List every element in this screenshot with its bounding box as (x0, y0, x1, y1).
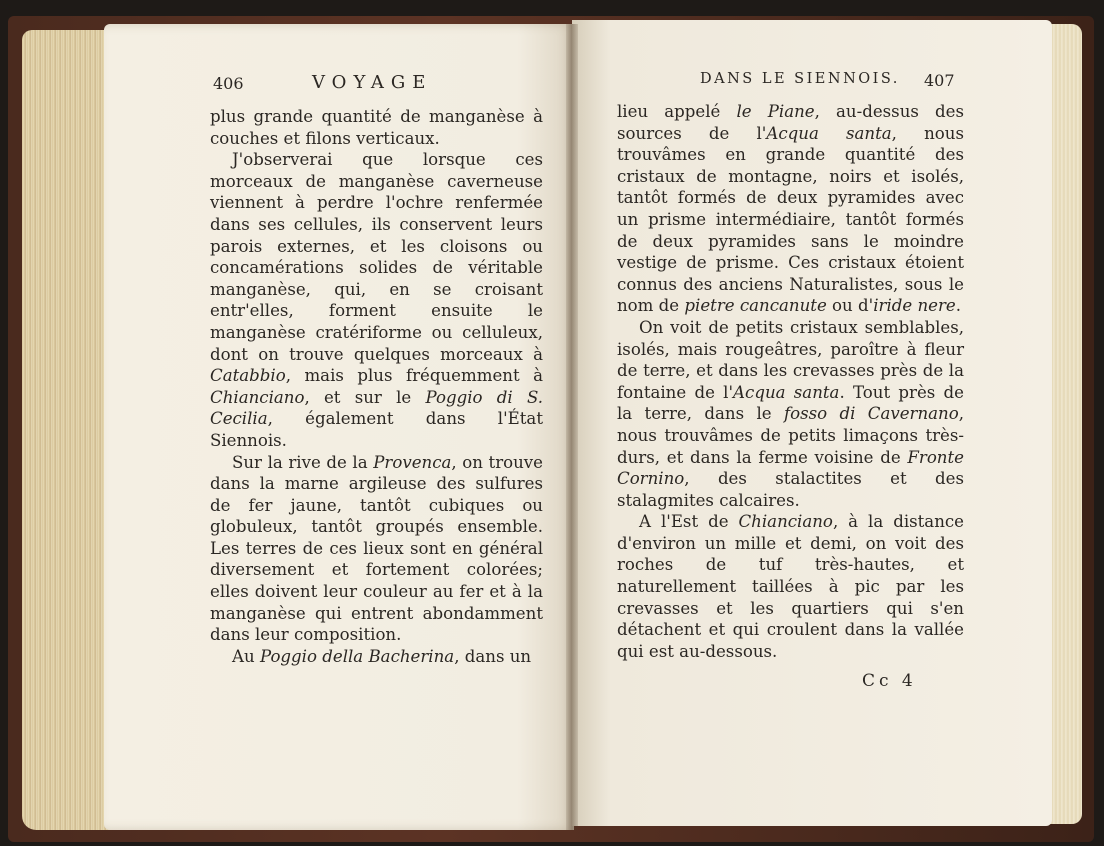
text-run: , à la distance d'environ un mille et demi, on voit des roches de tuf très-hautes, et naturellement taillées à pic par les crevasses et les quartiers qui s'en détachent et qui croulent dans la vallée qui est au-dessous. (617, 512, 964, 661)
italic-term: pietre cancanute (684, 296, 827, 316)
signature-mark: Cc 4 (862, 671, 917, 691)
text-run: , on trouve dans la marne argileuse des sulfures de fer jaune, tantôt cubiques ou globuleux, tantôt groupés ensemble. Les terres de ces lieux sont en général diversement et fortement colorées; elles doivent leur couleur au fer et à la manganèse qui entrent abondamment dans leur composition. (210, 452, 543, 645)
right-running-head: DANS LE SIENNOIS. (700, 71, 900, 87)
italic-place-name: le Piane (736, 102, 815, 121)
italic-place-name: Provenca (373, 452, 452, 472)
paragraph (617, 511, 964, 662)
left-page-body (210, 106, 543, 667)
text-run: Au (232, 646, 260, 666)
italic-place-name: Chianciano (210, 387, 305, 407)
text-run: lieu appelé (617, 102, 737, 121)
italic-term: iride nere (873, 296, 956, 316)
text-run: J'observerai que lorsque ces morceaux de manganèse caverneuse viennent à perdre l'ochre renfermée dans ses cellules, ils conservent leurs parois externes, et les cloisons ou concamérations solides de véritable manganèse, qui, en se croisant entr'elles, forment ensuite le manganèse cratériforme ou celluleux, dont on trouve quelques morceaux à (210, 150, 543, 364)
paragraph (210, 106, 543, 149)
text-run: , des stalactites et des stalagmites calcaires. (617, 469, 964, 510)
paragraph (617, 101, 964, 317)
right-page-number: 407 (924, 71, 955, 90)
italic-place-name: Catabbio (210, 366, 286, 386)
right-page-body (617, 101, 964, 662)
italic-place-name: fosso di Cavernano (783, 404, 959, 424)
text-run: , dans un (454, 646, 532, 666)
text-run: Sur la rive de la (232, 452, 374, 472)
italic-place-name: Fronte Cornino (617, 447, 964, 489)
text-run: On voit de petits cristaux semblables, isolés, mais rougeâtres, paroître à fleur de terre, et dans les crevasses près de la fontaine de l' (617, 317, 964, 402)
paragraph (210, 149, 543, 451)
left-running-head: VOYAGE (312, 72, 433, 93)
text-run: , nous trouvâmes de petits limaçons très-durs, et dans la ferme voisine de (617, 404, 964, 467)
page-edges-left (22, 30, 114, 830)
text-run: . (955, 296, 962, 316)
italic-place-name: Chianciano (738, 512, 833, 532)
paragraph (617, 317, 964, 511)
text-run: . Tout près de la terre, dans le (617, 382, 964, 424)
book-gutter (566, 24, 578, 830)
italic-place-name: Acqua santa (733, 382, 840, 402)
italic-place-name: Poggio di S. Cecilia (210, 387, 543, 429)
italic-place-name: Acqua santa (766, 123, 892, 143)
text-run: , et sur le (304, 387, 426, 407)
italic-place-name: Poggio della Bacherina (259, 646, 455, 666)
paragraph (210, 646, 543, 668)
text-run: plus grande quantité de manganèse à couches et filons verticaux. (210, 107, 543, 148)
left-page-number: 406 (213, 74, 244, 93)
text-run: , nous trouvâmes en grande quantité des cristaux de montagne, noirs et isolés, tantôt formés de deux pyramides avec un prisme intermédiaire, tantôt formés de deux pyramides sans le moindre vestige de prisme. Ces cristaux étoient connus des anciens Naturalistes, sous le nom de (617, 123, 964, 316)
text-run: A l'Est de (639, 512, 739, 532)
paragraph (210, 452, 543, 646)
text-run: , au-dessus des sources de l' (617, 102, 964, 143)
text-run: ou d' (826, 296, 874, 316)
text-run: , mais plus fréquemment à (285, 366, 543, 386)
text-run: , également dans l'État Siennois. (210, 409, 543, 450)
